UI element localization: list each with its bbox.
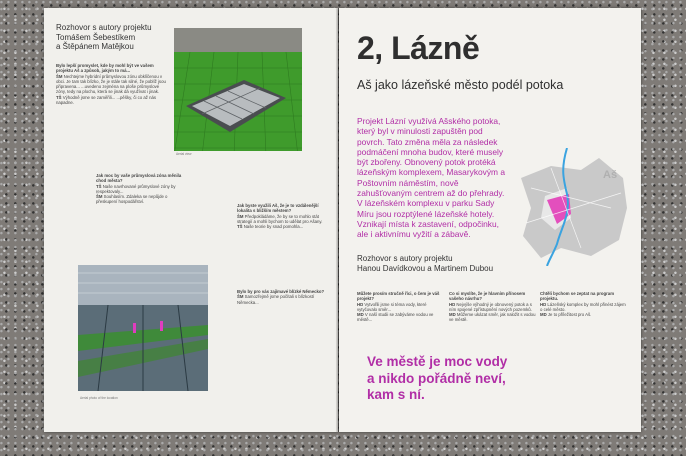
answer: Nejvýše výhodný je obnovený potok a s ním spojené zpřístupnění nových pozemků.	[449, 301, 532, 312]
interview-col-2	[96, 173, 186, 205]
interview-col-1	[56, 63, 166, 105]
speaker-initials: ŠM	[96, 194, 103, 200]
greenhouse-interior-image	[78, 265, 208, 405]
speaker-initials: HD	[357, 301, 364, 307]
answer: Souhlasím. Zdaleka se nepůjde o přeskupení hospodářství.	[96, 194, 168, 205]
authors-heading-right	[357, 254, 517, 273]
image-caption: Aerial view	[176, 152, 192, 156]
question: Bylo by pro vás zajímavé blízké Německo?	[237, 289, 325, 294]
interview-col-r2	[449, 291, 537, 323]
speaker-initials: HD	[449, 301, 456, 307]
authors-heading-line: Tomášem Šebestíkem	[56, 32, 136, 42]
speaker-initials: MD	[449, 312, 456, 318]
article-subtitle: Aš jako lázeňské město podél potoka	[357, 78, 564, 92]
answer: Vytvořili jsme si téma vody, které vytyčovalo směr...	[357, 301, 427, 312]
pull-quote-line: a nikdo pořádně neví,	[367, 370, 506, 386]
question: Bylo lepší promyslet, kde by mohl být ve vašem projektu Aš a způsob, jakým to má...	[56, 63, 154, 74]
authors-heading-left	[56, 23, 176, 52]
answer: Předpokládáme, že by se to mohlo stát strategií a mohli bychom to udělat pro Ašany.	[237, 213, 323, 224]
speaker-initials: TŠ	[56, 94, 62, 100]
interview-col-4	[237, 289, 329, 305]
answer: Naše navrhované průmyslové zóny by respektovaly...	[96, 183, 176, 194]
authors-heading-line: Rozhovor s autory projektu	[56, 23, 152, 32]
question: Co si myslíte, že je hlavním přínosem vašeho návrhu?	[449, 291, 526, 302]
question: Jak moc by vaše průmyslová zóna měnila chod města?	[96, 173, 182, 184]
article-title: 2, Lázně	[357, 30, 480, 66]
answer: ...uvedeno zejména na ploše průmyslové zóny, tedy na plochu, která se jinak dá využívat i jinak.	[56, 84, 160, 95]
answer: Je to příležitost pro Aš.	[547, 312, 592, 318]
speaker-initials: MD	[540, 312, 547, 318]
question: Můžete prosím stručně říci, o čem je váš projekt?	[357, 291, 440, 302]
answer: ...pěšky, či co až nás napadne.	[56, 94, 157, 106]
answer: Lázeňský komplex by mohl přinést zájem o celé město.	[540, 301, 626, 312]
answer: Můžeme ukázat směr, jak naložit s vodou ve městě.	[449, 312, 536, 323]
article-body: Projekt Lázní využívá Ašského potoka, který byl v minulosti zapuštěn pod povrch. Tato změna měla za následek podmáčení mnoha budov, které musely být zbořeny. Obnovený potok protéká lázeňským komplexem, Masarykovým a Poštovním náměstím, nově zahušťovaným centrem až do přehrady. V lázeňském komplexu v parku Sady Míru jsou rozptýlené lázeňské hotely. Vznikají místa k zastavení, odpočinku, ale i aktivnímu vyžití a zábavě.	[357, 116, 505, 240]
interview-col-r1	[357, 291, 445, 323]
speaker-initials: MD	[357, 312, 364, 318]
right-page	[339, 8, 641, 432]
image-caption: Aerial photo of the location	[80, 396, 118, 400]
aerial-render-image	[174, 28, 302, 156]
speaker-initials: ŠM	[237, 294, 244, 300]
question: Jak byste využili Aš, že je to vzdálenější lokalita s bližším městem?	[237, 203, 319, 214]
pull-quote-line: kam s ní.	[367, 387, 425, 402]
authors-heading-line: Rozhovor s autory projektu	[357, 254, 453, 263]
authors-heading-line: a Štěpánem Matějkou	[56, 42, 134, 51]
speaker-initials: HD	[540, 301, 547, 307]
left-page	[44, 8, 338, 432]
interview-col-3	[237, 203, 327, 229]
pull-quote	[367, 354, 507, 404]
speaker-initials: ŠM	[56, 73, 63, 79]
answer: Samozřejmě jsme počítali s blízkostí Německa...	[237, 294, 315, 305]
question: Chtěli bychom se zeptat na program projektu.	[540, 291, 615, 302]
answer: Naše teorie by snad pomohla...	[243, 224, 304, 230]
speaker-initials: TŠ	[237, 224, 243, 230]
interview-col-r3	[540, 291, 628, 317]
speaker-initials: TŠ	[96, 183, 102, 189]
map-city-label: Aš	[603, 169, 618, 181]
answer: Nechtejme hybridní průmyslovou zónu obklíčenou v obci. Je tam tak blízko, že je stále tak silné, že poblíž jsou připravena...	[56, 73, 166, 90]
authors-heading-line: Hanou Davídkovou a Martinem Dubou	[357, 263, 494, 273]
city-map	[511, 148, 633, 266]
answer: V naší studii se zabýváme vodou ve městě...	[357, 312, 434, 323]
speaker-initials: ŠM	[237, 213, 244, 219]
answer: Výhodně jsme se zaměřili...	[62, 94, 116, 100]
pull-quote-line: Ve městě je moc vody	[367, 354, 508, 369]
